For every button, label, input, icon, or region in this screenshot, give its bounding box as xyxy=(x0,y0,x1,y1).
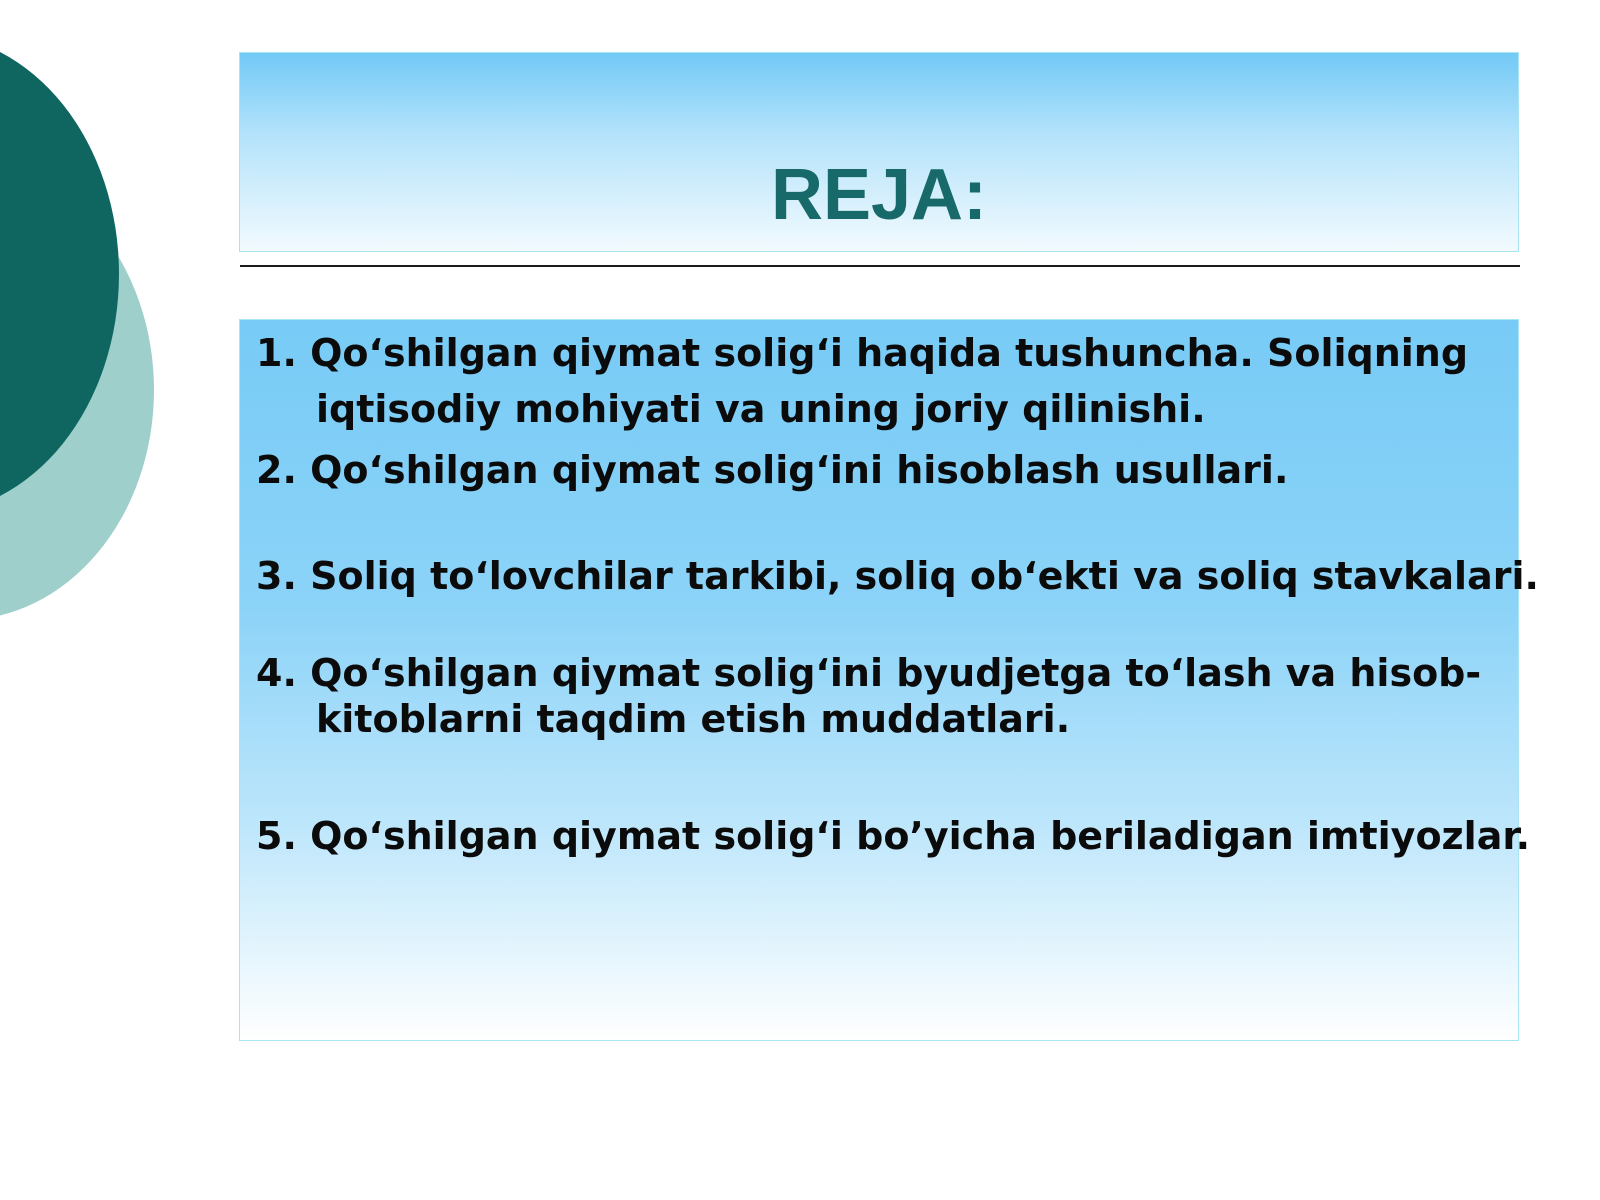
plan-item-2 xyxy=(256,442,1288,498)
plan-item-3 xyxy=(256,548,1539,604)
plan-item-number: 5. xyxy=(256,814,297,858)
title-divider xyxy=(240,265,1520,267)
title-box xyxy=(239,52,1519,252)
plan-item-4 xyxy=(256,650,1481,742)
plan-item-text: Soliq to‘lovchilar tarkibi, soliq ob‘ekti va soliq stavkalari. xyxy=(310,554,1539,598)
plan-item-number: 2. xyxy=(256,448,297,492)
plan-item-text: iqtisodiy mohiyati va uning joriy qilinishi. xyxy=(316,387,1206,431)
plan-item-number: 3. xyxy=(256,554,297,598)
plan-item-text: Qo‘shilgan qiymat solig‘i bo’yicha beriladigan imtiyozlar. xyxy=(310,814,1531,858)
plan-item-number: 1. xyxy=(256,331,297,375)
plan-item-text: Qo‘shilgan qiymat solig‘ini hisoblash usullari. xyxy=(310,448,1289,492)
plan-item-5 xyxy=(256,808,1530,864)
plan-item-text: Qo‘shilgan qiymat solig‘i haqida tushuncha. Soliqning xyxy=(310,331,1469,375)
plan-item-text: kitoblarni taqdim etish muddatlari. xyxy=(316,697,1071,741)
plan-item-1 xyxy=(256,325,1468,437)
content-box xyxy=(239,319,1539,1041)
slide-title: REJA: xyxy=(770,155,988,235)
plan-item-number: 4. xyxy=(256,651,297,695)
plan-item-text: Qo‘shilgan qiymat solig‘ini byudjetga to‘lash va hisob- xyxy=(310,651,1482,695)
